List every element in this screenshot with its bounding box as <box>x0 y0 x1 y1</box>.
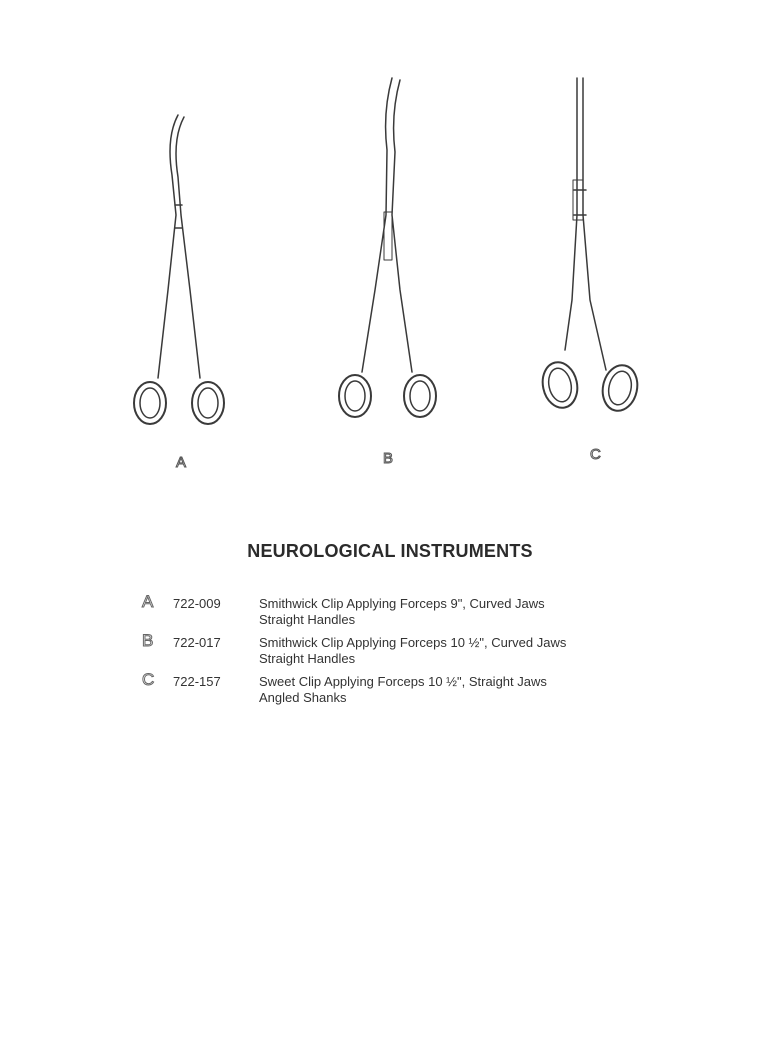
item-letter: B <box>142 631 154 650</box>
instrument-illustrations <box>0 0 780 520</box>
page-title: NEUROLOGICAL INSTRUMENTS <box>247 541 533 561</box>
item-description <box>259 635 619 667</box>
figure-label-b: B <box>383 450 394 467</box>
item-description-line: Sweet Clip Applying Forceps 10 ½", Straight Jaws <box>259 674 547 689</box>
item-letter: C <box>142 670 155 689</box>
item-description-line: Smithwick Clip Applying Forceps 9", Curved Jaws <box>259 596 545 611</box>
item-description <box>259 674 619 706</box>
item-description-line: Straight Handles <box>259 612 356 627</box>
item-description <box>259 596 619 628</box>
forceps-c-illustration <box>539 78 642 414</box>
item-letter: A <box>142 592 154 611</box>
item-code: 722-017 <box>173 635 221 650</box>
item-description-line: Angled Shanks <box>259 690 347 705</box>
forceps-b-illustration <box>339 78 436 417</box>
forceps-a-illustration <box>134 115 224 424</box>
item-code: 722-157 <box>173 674 221 689</box>
item-description-line: Straight Handles <box>259 651 356 666</box>
item-description-line: Smithwick Clip Applying Forceps 10 ½", Curved Jaws <box>259 635 567 650</box>
item-code: 722-009 <box>173 596 221 611</box>
figure-label-a: A <box>176 454 187 471</box>
figure-label-c: C <box>590 446 601 463</box>
